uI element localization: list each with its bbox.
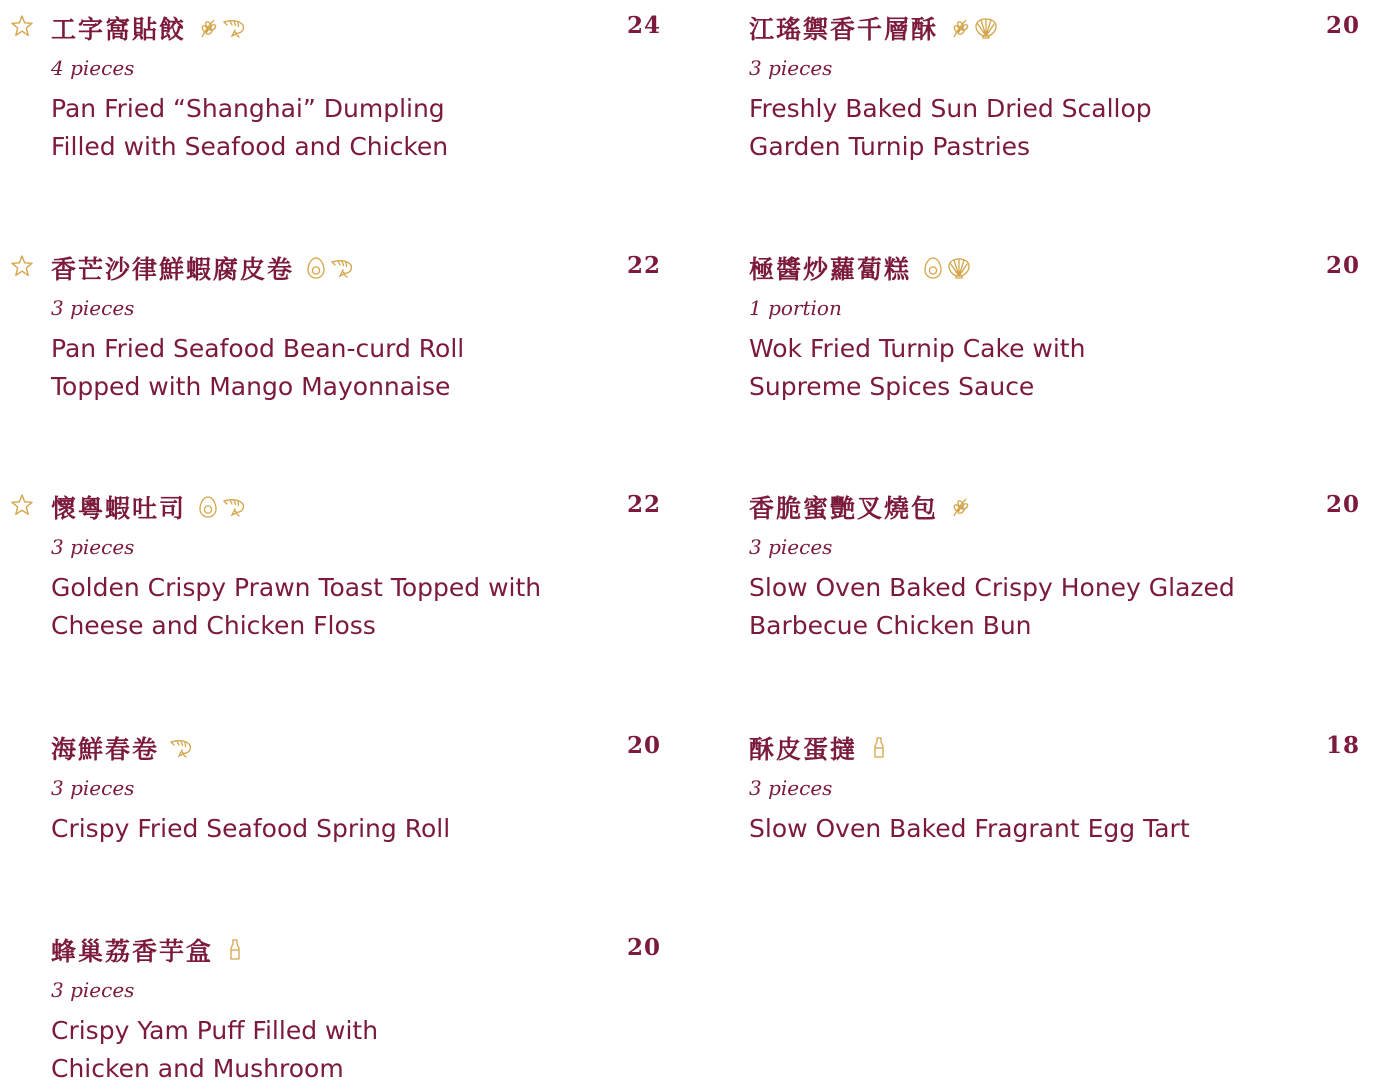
wheat-icon (196, 16, 220, 40)
shrimp-icon (330, 256, 354, 280)
dish-quantity: 3 pieces (51, 296, 135, 320)
dish-quantity: 3 pieces (51, 978, 135, 1002)
dish-description: Wok Fried Turnip Cake with Supreme Spices Sauce (749, 334, 1086, 401)
shrimp-icon (222, 495, 246, 519)
dish-quantity: 3 pieces (749, 56, 833, 80)
menu-item (0, 4, 680, 161)
dish-chinese-name: 江瑤禦香千層酥 (749, 15, 939, 44)
dish-chinese-name: 香芒沙律鮮蝦腐皮卷 (51, 255, 295, 284)
dish-quantity: 3 pieces (749, 535, 833, 559)
menu-item (0, 483, 680, 640)
wheat-icon (948, 16, 972, 40)
dish-chinese-name: 懷粵蝦吐司 (51, 494, 187, 523)
dish-description: Slow Oven Baked Fragrant Egg Tart (749, 814, 1190, 843)
menu-item (698, 4, 1378, 161)
shell-icon (947, 256, 971, 280)
egg-icon (196, 495, 220, 519)
dish-price: 22 (627, 491, 662, 518)
dish-quantity: 3 pieces (51, 535, 135, 559)
milk-icon (867, 736, 891, 760)
menu-item (0, 244, 680, 401)
menu-item (698, 244, 1378, 401)
dish-price: 20 (1326, 12, 1361, 39)
star-icon (10, 14, 34, 38)
dish-chinese-name: 蜂巢荔香芋盒 (51, 937, 214, 966)
shrimp-icon (222, 16, 246, 40)
dish-quantity: 3 pieces (51, 776, 135, 800)
dish-price: 20 (1326, 252, 1361, 279)
dish-description: Freshly Baked Sun Dried Scallop Garden Turnip Pastries (749, 94, 1152, 161)
dish-price: 18 (1326, 732, 1361, 759)
dish-chinese-name: 極醬炒蘿蔔糕 (749, 255, 912, 284)
dish-description: Crispy Yam Puff Filled with Chicken and Mushroom (51, 1016, 379, 1083)
dish-price: 20 (1326, 491, 1361, 518)
milk-icon (223, 938, 247, 962)
menu-item (0, 724, 680, 843)
dish-chinese-name: 工字窩貼餃 (51, 15, 187, 44)
menu-item (0, 926, 680, 1083)
dish-quantity: 1 portion (749, 296, 842, 320)
dish-price: 20 (627, 934, 662, 961)
dish-chinese-name: 酥皮蛋撻 (749, 735, 858, 764)
dish-price: 20 (627, 732, 662, 759)
star-icon (10, 493, 34, 517)
dish-quantity: 4 pieces (51, 56, 135, 80)
menu-item (698, 483, 1378, 640)
dish-description: Slow Oven Baked Crispy Honey Glazed Barbecue Chicken Bun (749, 573, 1235, 640)
dish-description: Pan Fried “Shanghai” Dumpling Filled with Seafood and Chicken (51, 94, 449, 161)
star-icon (10, 254, 34, 278)
egg-icon (304, 256, 328, 280)
dish-chinese-name: 海鮮春卷 (51, 735, 160, 764)
dish-description: Pan Fried Seafood Bean-curd Roll Topped with Mango Mayonnaise (51, 334, 465, 401)
dish-description: Crispy Fried Seafood Spring Roll (51, 814, 451, 843)
egg-icon (921, 256, 945, 280)
dish-quantity: 3 pieces (749, 776, 833, 800)
dish-description: Golden Crispy Prawn Toast Topped with Cheese and Chicken Floss (51, 573, 542, 640)
shrimp-icon (169, 736, 193, 760)
wheat-icon (948, 495, 972, 519)
dish-price: 24 (627, 12, 662, 39)
shell-icon (974, 16, 998, 40)
dish-chinese-name: 香脆蜜艷叉燒包 (749, 494, 939, 523)
menu-item (698, 724, 1378, 843)
dish-price: 22 (627, 252, 662, 279)
